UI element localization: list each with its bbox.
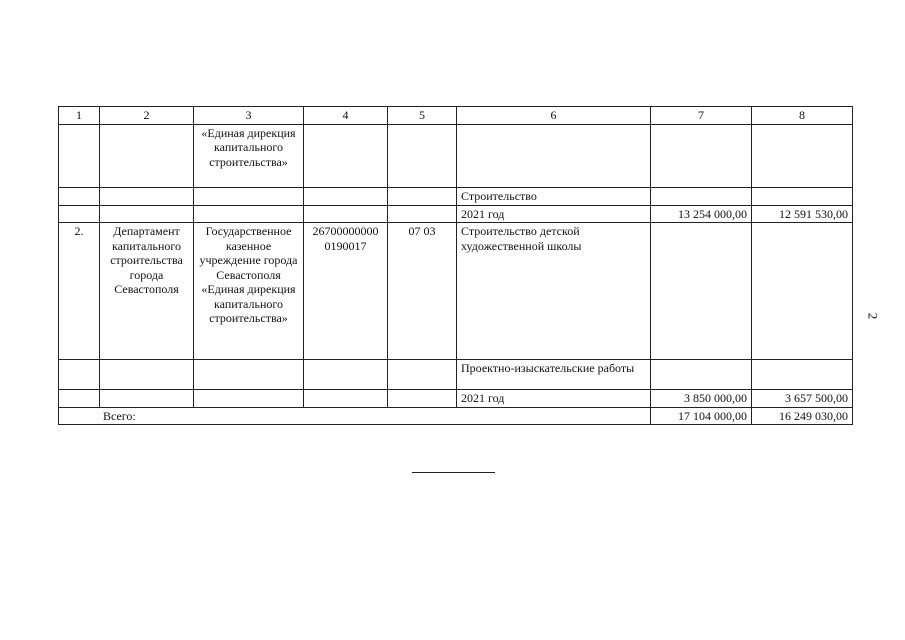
total-value: 17 104 000,00	[651, 407, 752, 425]
table-cell	[752, 124, 853, 187]
table-cell	[194, 390, 304, 408]
end-divider	[412, 472, 495, 473]
table-cell	[59, 390, 100, 408]
header-cell: 1	[59, 107, 100, 125]
table-row	[59, 187, 853, 205]
header-cell: 3	[194, 107, 304, 125]
table-cell	[100, 124, 194, 187]
table-cell	[651, 360, 752, 390]
table-cell: 12 591 530,00	[752, 205, 853, 223]
table-cell	[59, 187, 100, 205]
table-cell	[388, 390, 457, 408]
table-cell: 07 03	[388, 223, 457, 360]
table-cell: 2.	[59, 223, 100, 360]
header-cell: 8	[752, 107, 853, 125]
table-cell	[388, 360, 457, 390]
total-value: 16 249 030,00	[752, 407, 853, 425]
table-cell: Строительство	[457, 187, 651, 205]
table-cell	[304, 187, 388, 205]
table-cell	[59, 205, 100, 223]
table-cell	[59, 124, 100, 187]
table-cell: 2021 год	[457, 390, 651, 408]
table-cell	[194, 187, 304, 205]
header-cell: 2	[100, 107, 194, 125]
table-cell	[651, 187, 752, 205]
table-cell: Департамент капитального строительства города Севастополя	[100, 223, 194, 360]
table-cell: Проектно-изыскательские работы	[457, 360, 651, 390]
table-cell: 13 254 000,00	[651, 205, 752, 223]
table-cell: 2021 год	[457, 205, 651, 223]
table-cell	[457, 124, 651, 187]
table-row	[59, 223, 853, 360]
header-cell: 7	[651, 107, 752, 125]
table-cell	[304, 360, 388, 390]
table-cell	[304, 390, 388, 408]
header-cell: 5	[388, 107, 457, 125]
table-cell: 3 850 000,00	[651, 390, 752, 408]
table-cell	[100, 390, 194, 408]
table-cell	[651, 124, 752, 187]
table-cell	[194, 360, 304, 390]
table-cell	[388, 187, 457, 205]
table-row	[59, 124, 853, 187]
table-cell	[100, 205, 194, 223]
total-label: Всего:	[59, 407, 651, 425]
header-cell: 6	[457, 107, 651, 125]
table-cell	[388, 124, 457, 187]
table-cell	[752, 223, 853, 360]
table-cell	[100, 187, 194, 205]
table-row	[59, 205, 853, 223]
budget-table	[58, 106, 853, 425]
page-number: 2	[865, 312, 881, 320]
table-row	[59, 390, 853, 408]
table-cell	[304, 205, 388, 223]
total-row	[59, 407, 853, 425]
table-cell: 26700000000 0190017	[304, 223, 388, 360]
table-cell	[388, 205, 457, 223]
table-cell	[100, 360, 194, 390]
table-cell: Государственное казенное учреждение города Севастополя «Единая дирекция капитального строительства»	[194, 223, 304, 360]
table-cell: 3 657 500,00	[752, 390, 853, 408]
header-row	[59, 107, 853, 125]
table-cell: «Единая дирекция капитального строительства»	[194, 124, 304, 187]
table-cell	[752, 360, 853, 390]
table-row	[59, 360, 853, 390]
table-cell	[752, 187, 853, 205]
header-cell: 4	[304, 107, 388, 125]
table-cell	[194, 205, 304, 223]
table-cell	[304, 124, 388, 187]
table-cell	[59, 360, 100, 390]
table-cell	[651, 223, 752, 360]
table-cell: Строительство детской художественной школы	[457, 223, 651, 360]
